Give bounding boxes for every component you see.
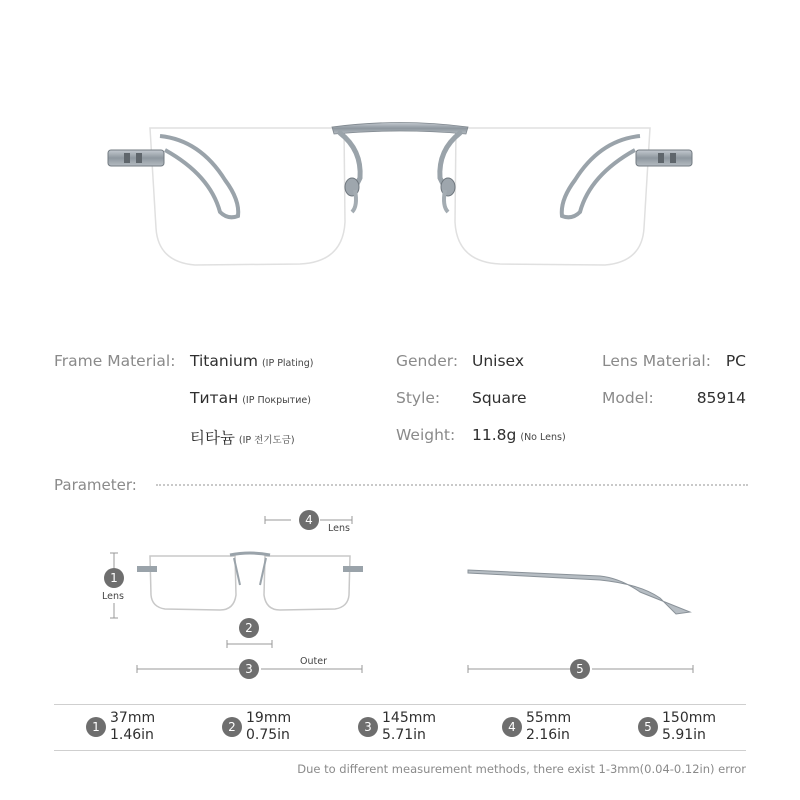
measure-2 [246, 710, 291, 744]
lens-material-label: Lens Material: [602, 352, 711, 370]
badge-lens-width: 4 [299, 510, 319, 530]
measure-2-mm: 19mm [246, 710, 292, 726]
measure-3-in: 5.71in [382, 727, 426, 743]
frame-material-ru-value: Титан [190, 389, 239, 407]
model-value: 85914 [696, 389, 746, 407]
badge-lens-height: 1 [104, 568, 124, 588]
style-label: Style: [396, 389, 441, 407]
measure-1 [110, 710, 155, 744]
frame-material-en-note: (IP Plating) [261, 358, 314, 369]
model-label: Model: [602, 389, 654, 407]
frame-material-ko-value: 티타늄 [190, 429, 235, 447]
table-top-rule [54, 704, 746, 705]
parameter-divider [156, 484, 748, 486]
measure-5 [662, 710, 716, 744]
measure-4-in: 2.16in [526, 727, 570, 743]
measure-1-badge: 1 [86, 717, 106, 737]
lens-width-label: Lens [328, 523, 350, 534]
frame-material-en [190, 352, 314, 370]
weight-label: Weight: [396, 426, 456, 444]
measure-2-in: 0.75in [246, 727, 290, 743]
measure-1-mm: 37mm [110, 710, 156, 726]
measure-4-badge: 4 [502, 717, 522, 737]
measure-5-mm: 150mm [662, 710, 716, 726]
measure-3-badge: 3 [358, 717, 378, 737]
measure-4-mm: 55mm [526, 710, 572, 726]
frame-material-label: Frame Material: [54, 352, 176, 370]
table-bottom-rule [54, 750, 746, 751]
style-value: Square [472, 389, 527, 407]
outer-width-label: Outer [300, 656, 327, 667]
measure-2-badge: 2 [222, 717, 242, 737]
gender-value: Unisex [472, 352, 524, 370]
frame-material-en-value: Titanium [190, 352, 258, 370]
glasses-product-image [0, 0, 800, 300]
frame-material-ru-note: (IP Покрытие) [242, 395, 311, 406]
weight [472, 426, 566, 444]
measure-3 [382, 710, 436, 744]
weight-value: 11.8g [472, 426, 517, 444]
measure-3-mm: 145mm [382, 710, 436, 726]
lens-height-label: Lens [102, 591, 124, 602]
badge-outer-width: 3 [239, 659, 259, 679]
frame-material-ru [190, 389, 311, 407]
badge-bridge: 2 [239, 618, 259, 638]
frame-material-ko-note: (IP 전기도금) [238, 435, 295, 446]
measure-4 [526, 710, 571, 744]
lens-material-value: PC [725, 352, 746, 370]
weight-note: (No Lens) [520, 432, 566, 443]
parameter-label: Parameter: [54, 476, 137, 494]
frame-material-ko [190, 426, 295, 448]
gender-label: Gender: [396, 352, 459, 370]
measure-5-badge: 5 [638, 717, 658, 737]
badge-temple-length: 5 [570, 659, 590, 679]
measure-5-in: 5.91in [662, 727, 706, 743]
measurement-disclaimer: Due to different measurement methods, there exist 1-3mm(0.04-0.12in) error [297, 762, 746, 776]
measure-1-in: 1.46in [110, 727, 154, 743]
